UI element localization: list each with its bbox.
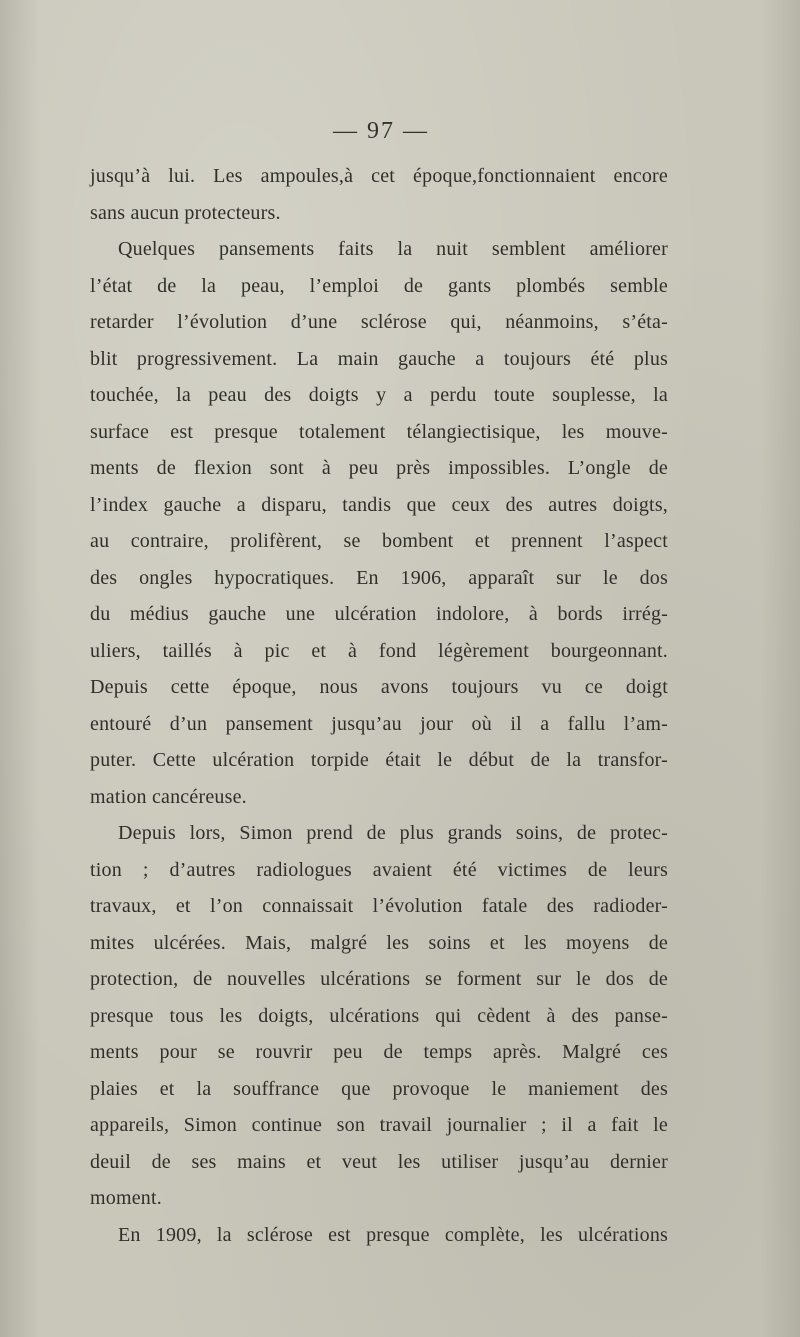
text-line: moment. (90, 1187, 162, 1209)
text-line: blit progressivement. La main gauche a toujours été plus (90, 347, 668, 370)
text-line: puter. Cette ulcération torpide était le début de la transfor- (90, 749, 668, 771)
text-line: l’index gauche a disparu, tandis que ceux des autres doigts, (90, 493, 668, 516)
text-line: l’état de la peau, l’emploi de gants plombés semble (90, 274, 668, 297)
text-line: ments pour se rouvrir peu de temps après. Malgré ces (90, 1041, 668, 1063)
text-line: tion ; d’autres radiologues avaient été victimes de leurs (90, 858, 668, 881)
text-line: mation cancéreuse. (90, 785, 247, 808)
text-line: du médius gauche une ulcération indolore, à bords irrég- (90, 603, 668, 625)
text-line: Depuis cette époque, nous avons toujours vu ce doigt (90, 676, 668, 698)
text-line: deuil de ses mains et veut les utiliser jusqu’au dernier (90, 1150, 668, 1173)
text-line: sans aucun protecteurs. (90, 201, 281, 224)
text-line: surface est presque totalement télangiectisique, les mouve- (90, 420, 668, 443)
text-line: ments de flexion sont à peu près impossibles. L’ongle de (90, 457, 668, 479)
text-line: protection, de nouvelles ulcérations se forment sur le dos de (90, 968, 668, 990)
text-line: appareils, Simon continue son travail journalier ; il a fait le (90, 1114, 668, 1136)
text-line: uliers, taillés à pic et à fond légèrement bourgeonnant. (90, 639, 668, 662)
text-line: Depuis lors, Simon prend de plus grands soins, de protec- (118, 822, 668, 844)
text-line: En 1909, la sclérose est presque complète, les ulcérations (118, 1223, 668, 1246)
text-line: mites ulcérées. Mais, malgré les soins et les moyens de (90, 931, 668, 954)
page-number: — 97 — (333, 118, 429, 144)
text-line: touchée, la peau des doigts y a perdu toute souplesse, la (90, 384, 668, 406)
text-line: jusqu’à lui. Les ampoules,à cet époque,fonctionnaient encore (90, 165, 668, 187)
text-line: au contraire, prolifèrent, se bombent et prennent l’aspect (90, 530, 668, 552)
body-text (90, 158, 668, 1253)
text-line: Quelques pansements faits la nuit semblent améliorer (118, 238, 668, 260)
text-line: des ongles hypocratiques. En 1906, apparaît sur le dos (90, 566, 668, 589)
text-line: travaux, et l’on connaissait l’évolution fatale des radioder- (90, 895, 668, 917)
text-line: entouré d’un pansement jusqu’au jour où il a fallu l’am- (90, 712, 668, 735)
text-line: presque tous les doigts, ulcérations qui cèdent à des panse- (90, 1004, 668, 1027)
text-line: retarder l’évolution d’une sclérose qui, néanmoins, s’éta- (90, 311, 668, 333)
text-line: plaies et la souffrance que provoque le maniement des (90, 1077, 668, 1100)
